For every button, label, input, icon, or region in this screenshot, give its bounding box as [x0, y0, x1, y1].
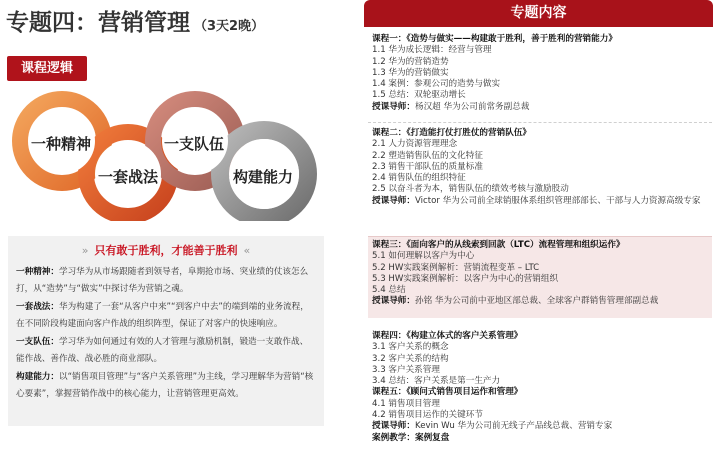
para-term: 一支队伍： — [16, 337, 59, 347]
chevron-left-double-icon: « — [243, 244, 251, 257]
course-title: 课程三：《面向客户的从线索到回款（LTC）流程管理和组织运作》 — [372, 240, 625, 250]
course-item: 4.2 销售项目运作的关键环节 — [372, 410, 483, 421]
page-title-main: 专题四：营销管理 — [6, 10, 190, 36]
para-team — [16, 334, 316, 368]
course-logic-tag: 课程逻辑 — [7, 56, 87, 81]
course-item: 2.1 人力资源管理理念 — [372, 139, 458, 150]
page-title — [6, 4, 264, 37]
course-block-3 — [368, 236, 712, 318]
course-title: 课程一：《造势与做实——构建敢于胜利，善于胜利的营销能力》 — [372, 34, 617, 44]
para-term: 构建能力： — [16, 372, 59, 382]
chevron-right-double-icon: » — [81, 244, 89, 257]
course-item: 2.4 销售队伍的组织特征 — [372, 173, 466, 184]
topic-content-header: 专题内容 — [364, 0, 713, 27]
course-item: 5.2 HW实践案例解析：营销流程变革 – LTC — [372, 262, 540, 273]
course-teacher — [372, 102, 708, 113]
course-item: 5.1 如何理解以客户为中心 — [372, 251, 475, 262]
course-item: 3.2 客户关系的结构 — [372, 353, 449, 364]
course-title: 课程四：《构建立体式的客户关系管理》 — [372, 331, 523, 341]
course-item: 3.4 总结：客户关系是第一生产力 — [372, 376, 501, 387]
teacher-name: 杨汉超 华为公司前常务副总裁 — [414, 101, 530, 112]
ring-diagram — [0, 86, 345, 221]
para-term: 一种精神： — [16, 267, 59, 277]
para-capability — [16, 369, 316, 403]
para-text: 以“销售项目管理”与“客户关系管理”为主线，学习理解华为营销“核心要素”，掌握营销作战中的核心能力，让营销管理更高效。 — [16, 372, 314, 399]
course-teacher — [372, 296, 708, 307]
course-block-2 — [368, 125, 712, 210]
course-block-1 — [368, 31, 712, 116]
para-term: 一套战法： — [16, 302, 59, 312]
course-item: 2.3 销售干部队伍的质量标准 — [372, 161, 483, 172]
para-tactics — [16, 299, 316, 333]
teacher-name: Kevin Wu 华为公司前无线子产品线总裁、营销专家 — [414, 421, 613, 432]
ring-label-tactics: 一套战法 — [98, 168, 159, 186]
course-item: 1.5 总结：双轮驱动增长 — [372, 90, 466, 101]
course-item: 4.1 销售项目管理 — [372, 398, 440, 409]
course-teacher — [372, 421, 708, 432]
slogan-text: 只有敢于胜利，才能善于胜利 — [94, 244, 238, 257]
para-spirit — [16, 264, 316, 298]
teacher-label: 授课导师： — [372, 101, 415, 112]
case-label: 案例教学： — [372, 432, 415, 443]
course-item: 5.4 总结 — [372, 285, 406, 296]
para-text: 学习华为如何通过有效的人才管理与激励机制，锻造一支敢作战、能作战、善作战、战必胜的商业部队。 — [16, 337, 309, 364]
course-item: 3.3 客户关系管理 — [372, 364, 440, 375]
para-text: 学习华为从市场跟随者到领导者，阜期抢市场、突业绩的仗该怎么打，从“造势”与“做实”中探讨华为营销之魂。 — [16, 267, 309, 294]
course-item: 3.1 客户关系的概念 — [372, 342, 449, 353]
course-item: 2.5 以奋斗者为本，销售队伍的绩效考核与激励股动 — [372, 184, 569, 195]
course-item: 1.3 华为的营销做实 — [372, 67, 449, 78]
ring-label-capability: 构建能力 — [233, 168, 294, 186]
divider — [368, 122, 712, 123]
course-teacher — [372, 196, 708, 207]
ring-label-team: 一支队伍 — [164, 135, 225, 153]
course-item: 1.2 华为的营销造势 — [372, 56, 449, 67]
teacher-label: 授课导师： — [372, 421, 415, 432]
course-block-4 — [368, 328, 712, 447]
course-item: 1.1 华为成长逻辑：经营与管理 — [372, 45, 492, 56]
course-item: 2.2 塑造销售队伍的文化特征 — [372, 150, 483, 161]
slogan — [16, 242, 316, 258]
para-text: 华为构建了一套“从客户中来”“到客户中去”的端到端的业务流程，在不同阶段构建面向客户作战的组织阵型，保证了对客户的快速响应。 — [16, 302, 309, 329]
page-title-sub: （3天2晚） — [194, 19, 265, 34]
course-title: 课程二：《打造能打仗打胜仗的营销队伍》 — [372, 128, 531, 138]
logic-description-box — [8, 236, 324, 426]
course-item: 5.3 HW实践案例解析：以客户为中心的营销组织 — [372, 273, 559, 284]
case-value: 案例复盘 — [414, 432, 450, 443]
teacher-label: 授课导师： — [372, 296, 415, 307]
teacher-name: Victor 华为公司前全球销服体系组织管理部部长、干部与人力资源高级专家 — [414, 195, 701, 206]
ring-label-spirit: 一种精神 — [31, 135, 92, 153]
teacher-label: 授课导师： — [372, 195, 415, 206]
course-title-5: 课程五：《顾问式销售项目运作和管理》 — [372, 387, 523, 398]
teacher-name: 孙铭 华为公司前中亚地区部总裁、全球客户群销售管理部副总裁 — [414, 296, 659, 307]
course-item: 1.4 案例：参观公司的造势与做实 — [372, 79, 501, 90]
course-case — [372, 433, 708, 444]
